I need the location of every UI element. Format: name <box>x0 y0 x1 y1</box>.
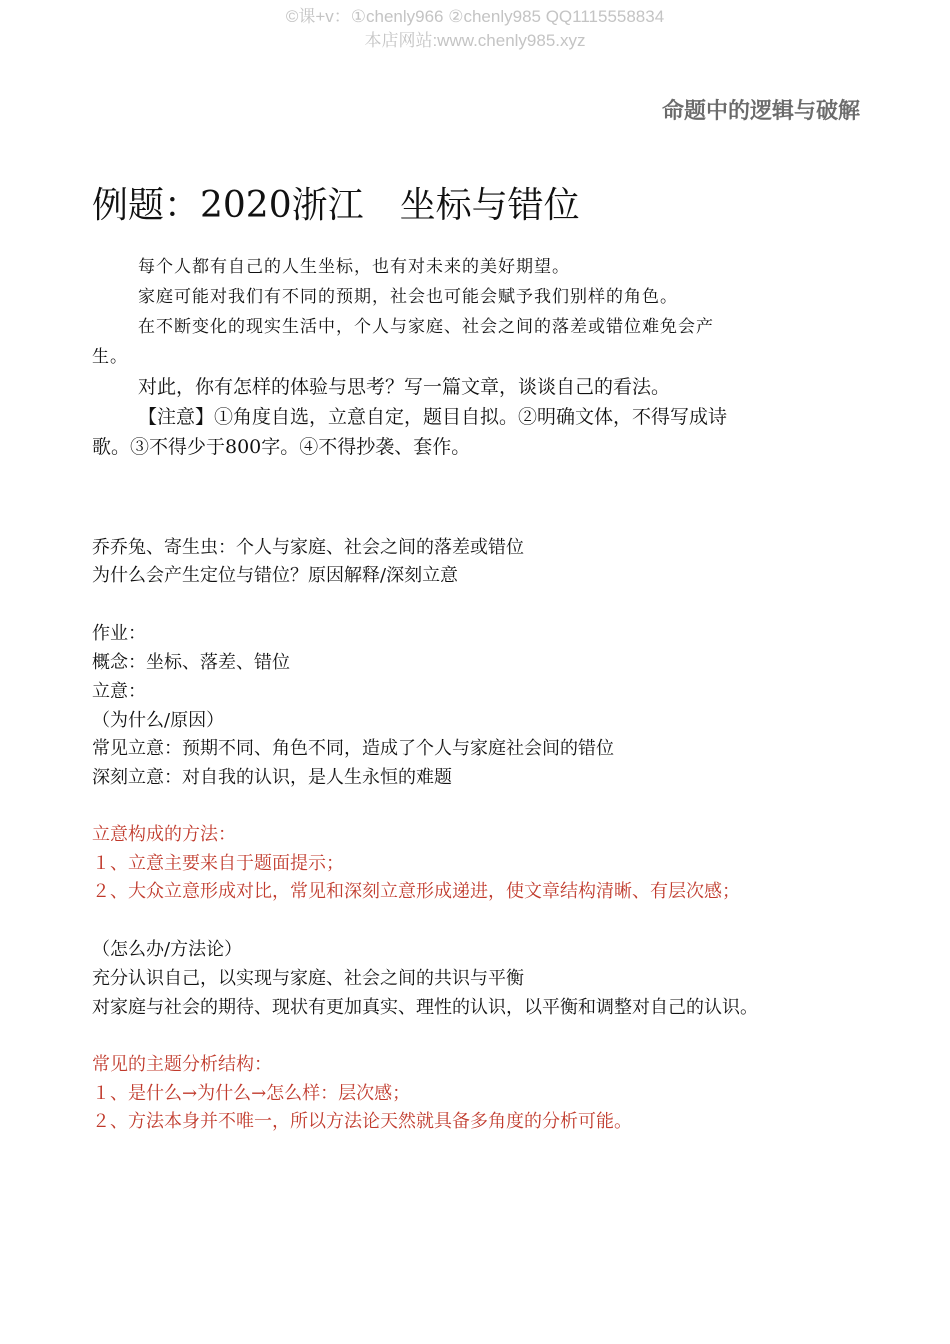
analysis-line-1: 乔乔兔、寄生虫：个人与家庭、社会之间的落差或错位 <box>92 537 524 558</box>
title-topic: 坐标与错位 <box>399 185 580 226</box>
prompt-paragraph-4: 对此，你有怎样的体验与思考？写一篇文章，谈谈自己的看法。 <box>138 376 671 398</box>
prompt-paragraph-3-cont: 生。 <box>92 347 128 367</box>
prompt-notice-cont: 歌。③不得少于800字。④不得抄袭、套作。 <box>92 436 471 458</box>
prompt-paragraph-1: 每个人都有自己的人生坐标，也有对未来的美好期望。 <box>138 257 570 277</box>
homework-deep-thesis: 深刻立意：对自我的认识，是人生永恒的难题 <box>92 767 452 788</box>
title-prefix: 例题：2020浙江 <box>92 185 364 226</box>
homework-why: （为什么/原因） <box>92 710 225 731</box>
prompt-paragraph-2: 家庭可能对我们有不同的预期，社会也可能会赋予我们别样的角色。 <box>138 287 678 307</box>
homework-label: 作业： <box>92 623 146 644</box>
structure-item-1: １、是什么→为什么→怎么样：层次感； <box>92 1083 411 1104</box>
method-heading: 立意构成的方法： <box>92 824 236 845</box>
method-item-1: １、立意主要来自于题面提示； <box>92 853 344 874</box>
howto-line-2: 对家庭与社会的期待、现状有更加真实、理性的认识，以平衡和调整对自己的认识。 <box>92 997 758 1018</box>
homework-concept: 概念：坐标、落差、错位 <box>92 652 290 673</box>
prompt-paragraph-3: 在不断变化的现实生活中，个人与家庭、社会之间的落差或错位难免会产 <box>138 317 714 337</box>
structure-heading: 常见的主题分析结构： <box>92 1054 272 1075</box>
page-title <box>92 177 580 228</box>
homework-common-thesis: 常见立意：预期不同、角色不同，造成了个人与家庭社会间的错位 <box>92 738 614 759</box>
method-item-2: ２、大众立意形成对比，常见和深刻立意形成递进，使文章结构清晰、有层次感； <box>92 881 740 902</box>
howto-line-1: 充分认识自己，以实现与家庭、社会之间的共识与平衡 <box>92 968 524 989</box>
section-header: 命题中的逻辑与破解 <box>661 98 860 124</box>
watermark-line-1: ©课+v：①chenly966 ②chenly985 QQ1115558834 <box>285 7 665 26</box>
structure-item-2: ２、方法本身并不唯一，所以方法论天然就具备多角度的分析可能。 <box>92 1111 632 1132</box>
howto-label: （怎么办/方法论） <box>92 939 243 960</box>
essay-prompt <box>92 252 862 462</box>
prompt-notice: 【注意】①角度自选，立意自定，题目自拟。②明确文体，不得写成诗 <box>138 406 728 428</box>
homework-thesis: 立意： <box>92 681 146 702</box>
watermark-line-2: 本店网站:www.chenly985.xyz <box>364 31 586 50</box>
analysis-line-2: 为什么会产生定位与错位？原因解释/深刻立意 <box>92 565 459 586</box>
